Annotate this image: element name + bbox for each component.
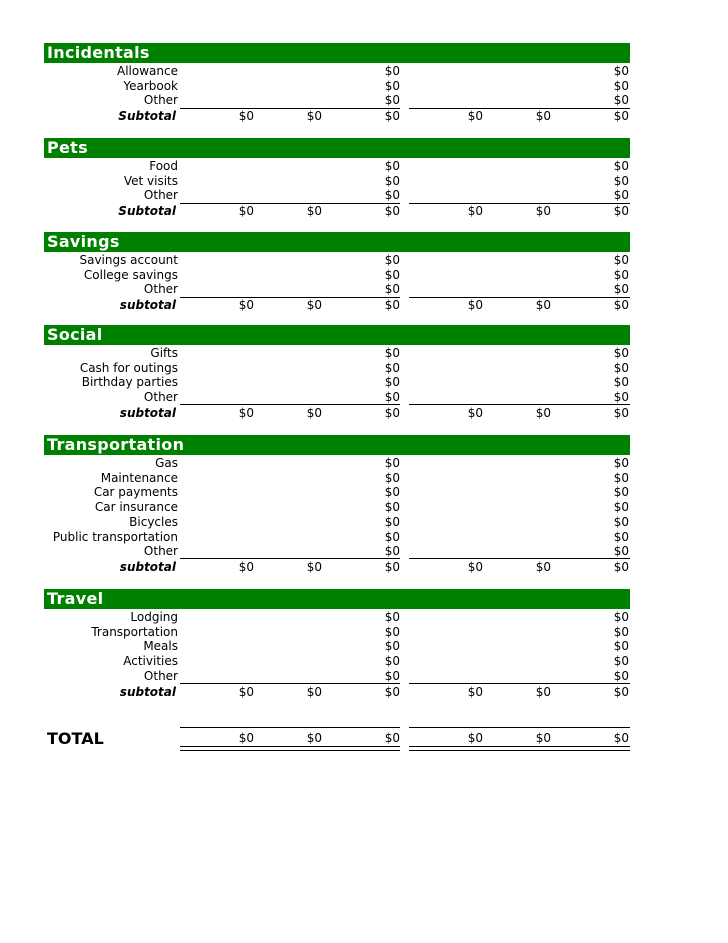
row-value-col6: $0 [613, 267, 629, 282]
row-value-col3: $0 [384, 514, 400, 529]
row-label: Public transportation [52, 529, 178, 544]
total-value: $0 [384, 731, 400, 745]
row-value-col3: $0 [384, 159, 400, 173]
row-label: Gifts [150, 346, 178, 360]
row-value-col3: $0 [384, 624, 400, 639]
row-value-col6: $0 [613, 282, 629, 297]
subtotal-value: $0 [238, 559, 254, 574]
subtotal-value: $0 [613, 109, 629, 124]
subtotal-value: $0 [384, 684, 400, 699]
row-value-col6: $0 [613, 500, 629, 515]
row-value-col6: $0 [613, 456, 629, 470]
subtotal-value: $0 [613, 405, 629, 420]
row-value-col3: $0 [384, 282, 400, 297]
subtotal-value: $0 [384, 559, 400, 574]
row-label: Gas [155, 456, 178, 470]
section-title: Social [47, 325, 103, 344]
row-value-col3: $0 [384, 485, 400, 500]
subtotal-label: Subtotal [118, 204, 176, 219]
row-label: Other [143, 93, 178, 108]
subtotal-value: $0 [467, 204, 483, 219]
subtotal-value: $0 [467, 684, 483, 699]
subtotal-label: subtotal [119, 298, 176, 313]
row-value-col6: $0 [613, 173, 629, 188]
row-value-col6: $0 [613, 654, 629, 669]
row-value-col3: $0 [384, 529, 400, 544]
row-label: Cash for outings [79, 360, 178, 375]
total-value: $0 [613, 731, 629, 745]
subtotal-value: $0 [238, 684, 254, 699]
row-value-col3: $0 [384, 390, 400, 405]
subtotal-value: $0 [467, 109, 483, 124]
row-label: Maintenance [100, 470, 178, 485]
row-label: Birthday parties [81, 375, 178, 390]
row-value-col6: $0 [613, 529, 629, 544]
subtotal-value: $0 [535, 109, 551, 124]
section-title: Savings [47, 232, 120, 251]
row-value-col3: $0 [384, 346, 400, 360]
subtotal-label: subtotal [119, 405, 176, 420]
row-label: Other [143, 282, 178, 297]
row-value-col6: $0 [613, 668, 629, 683]
row-label: Other [143, 544, 178, 559]
row-label: Bicycles [129, 514, 178, 529]
row-value-col3: $0 [384, 654, 400, 669]
row-value-col3: $0 [384, 500, 400, 515]
subtotal-value: $0 [613, 684, 629, 699]
row-value-col3: $0 [384, 93, 400, 108]
section-title: Transportation [47, 435, 185, 454]
row-value-col6: $0 [613, 544, 629, 559]
subtotal-value: $0 [306, 559, 322, 574]
subtotal-rule-right [409, 108, 630, 109]
row-label: Car insurance [94, 500, 178, 515]
subtotal-value: $0 [384, 109, 400, 124]
row-value-col6: $0 [613, 610, 629, 624]
subtotal-value: $0 [613, 204, 629, 219]
subtotal-value: $0 [467, 298, 483, 313]
row-value-col3: $0 [384, 173, 400, 188]
row-value-col3: $0 [384, 668, 400, 683]
row-value-col6: $0 [613, 375, 629, 390]
row-value-col6: $0 [613, 485, 629, 500]
row-value-col3: $0 [384, 375, 400, 390]
subtotal-value: $0 [238, 298, 254, 313]
total-top-rule-right [409, 727, 630, 728]
row-label: Food [149, 159, 178, 173]
subtotal-value: $0 [306, 684, 322, 699]
section-title: Pets [47, 138, 88, 157]
row-label: Lodging [130, 610, 178, 624]
subtotal-rule-left [180, 297, 400, 298]
row-value-col6: $0 [613, 78, 629, 93]
row-value-col6: $0 [613, 360, 629, 375]
row-label: Vet visits [123, 173, 178, 188]
section-header [44, 43, 630, 63]
row-value-col6: $0 [613, 159, 629, 173]
section-title: Incidentals [47, 43, 150, 62]
section-header [44, 232, 630, 252]
row-label: Meals [143, 639, 178, 654]
row-label: Other [143, 188, 178, 203]
subtotal-rule-right [409, 203, 630, 204]
row-label: Transportation [91, 624, 178, 639]
row-label: Car payments [93, 485, 178, 500]
subtotal-value: $0 [384, 204, 400, 219]
row-value-col3: $0 [384, 267, 400, 282]
row-label: Activities [123, 654, 178, 669]
row-label: College savings [83, 267, 178, 282]
total-label: TOTAL [47, 729, 104, 748]
subtotal-rule-right [409, 558, 630, 559]
row-value-col6: $0 [613, 624, 629, 639]
row-value-col3: $0 [384, 188, 400, 203]
row-value-col6: $0 [613, 639, 629, 654]
subtotal-rule-left [180, 203, 400, 204]
subtotal-value: $0 [306, 405, 322, 420]
row-value-col3: $0 [384, 610, 400, 624]
row-value-col6: $0 [613, 346, 629, 360]
row-value-col6: $0 [613, 64, 629, 78]
subtotal-rule-left [180, 108, 400, 109]
row-value-col3: $0 [384, 456, 400, 470]
total-value: $0 [238, 731, 254, 745]
subtotal-rule-right [409, 404, 630, 405]
total-double-rule-left [180, 746, 400, 751]
row-value-col6: $0 [613, 93, 629, 108]
row-label: Other [143, 668, 178, 683]
row-value-col3: $0 [384, 78, 400, 93]
row-value-col3: $0 [384, 544, 400, 559]
row-value-col3: $0 [384, 253, 400, 267]
total-top-rule-left [180, 727, 400, 728]
subtotal-value: $0 [535, 559, 551, 574]
row-value-col6: $0 [613, 470, 629, 485]
row-label: Allowance [117, 64, 178, 78]
row-value-col3: $0 [384, 639, 400, 654]
subtotal-label: subtotal [119, 559, 176, 574]
subtotal-value: $0 [238, 109, 254, 124]
row-label: Other [143, 390, 178, 405]
total-double-rule-right [409, 746, 630, 751]
subtotal-value: $0 [535, 684, 551, 699]
subtotal-value: $0 [613, 298, 629, 313]
subtotal-value: $0 [384, 298, 400, 313]
row-value-col3: $0 [384, 360, 400, 375]
subtotal-value: $0 [306, 109, 322, 124]
subtotal-value: $0 [306, 298, 322, 313]
total-value: $0 [535, 731, 551, 745]
subtotal-rule-left [180, 558, 400, 559]
section-header [44, 138, 630, 158]
subtotal-rule-left [180, 683, 400, 684]
subtotal-rule-right [409, 297, 630, 298]
section-header [44, 325, 630, 345]
subtotal-rule-right [409, 683, 630, 684]
section-title: Travel [47, 589, 104, 608]
total-value: $0 [306, 731, 322, 745]
subtotal-value: $0 [535, 204, 551, 219]
row-value-col6: $0 [613, 253, 629, 267]
subtotal-value: $0 [238, 204, 254, 219]
subtotal-rule-left [180, 404, 400, 405]
subtotal-label: Subtotal [118, 109, 176, 124]
subtotal-value: $0 [613, 559, 629, 574]
row-value-col3: $0 [384, 470, 400, 485]
subtotal-value: $0 [384, 405, 400, 420]
total-value: $0 [467, 731, 483, 745]
subtotal-value: $0 [535, 405, 551, 420]
subtotal-value: $0 [535, 298, 551, 313]
subtotal-value: $0 [238, 405, 254, 420]
section-header [44, 589, 630, 609]
row-value-col3: $0 [384, 64, 400, 78]
row-value-col6: $0 [613, 390, 629, 405]
row-label: Savings account [79, 253, 178, 267]
subtotal-value: $0 [467, 559, 483, 574]
subtotal-value: $0 [306, 204, 322, 219]
row-value-col6: $0 [613, 188, 629, 203]
section-header [44, 435, 630, 455]
row-label: Yearbook [123, 78, 178, 93]
subtotal-value: $0 [467, 405, 483, 420]
subtotal-label: subtotal [119, 684, 176, 699]
row-value-col6: $0 [613, 514, 629, 529]
